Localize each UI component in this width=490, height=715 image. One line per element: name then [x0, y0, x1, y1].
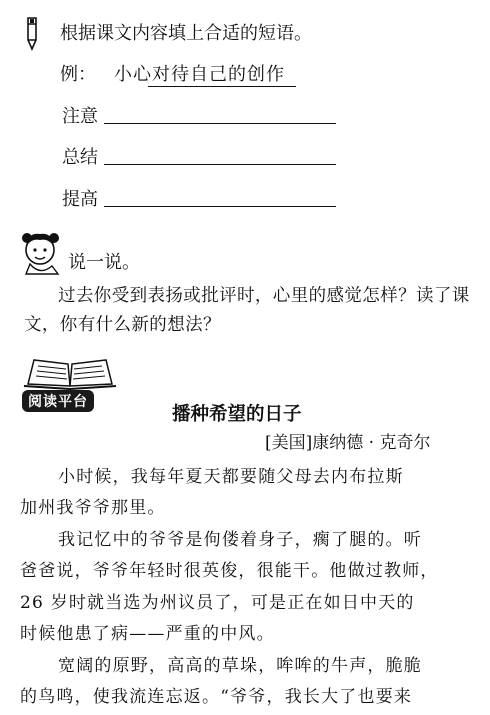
item-label-1: 注意: [62, 106, 98, 127]
question-line-1: 过去你受到表扬或批评时，心里的感觉怎样？读了课: [58, 286, 470, 306]
answer-blank-1[interactable]: [104, 123, 336, 124]
exercise-instruction: 根据课文内容填上合适的短语。: [60, 23, 312, 44]
example-underline: [148, 86, 296, 87]
example-answer: 小心对待自己的创作: [114, 64, 285, 85]
example-prefix: 例：: [60, 64, 96, 85]
open-book-icon: [20, 354, 120, 390]
reading-line-5: 26 岁时就当选为州议员了，可是正在如日中天的: [20, 593, 415, 613]
reading-line-1: 小时候，我每年夏天都要随父母去内布拉斯: [58, 467, 404, 487]
answer-blank-2[interactable]: [104, 164, 336, 165]
reading-line-6: 时候他患了病——严重的中风。: [20, 624, 275, 644]
reading-title: 播种希望的日子: [172, 404, 302, 425]
reading-line-8: 的鸟鸣，使我流连忘返。“爷爷，我长大了也要来: [20, 687, 413, 707]
reading-line-3: 我记忆中的爷爷是佝偻着身子，瘸了腿的。听: [58, 530, 422, 550]
reading-line-7: 宽阔的原野，高高的草垛，哞哞的牛声，脆脆: [58, 656, 422, 676]
reading-line-4: 爸爸说，爷爷年轻时很英俊，很能干。他做过教师，: [20, 561, 439, 581]
item-label-3: 提高: [62, 189, 98, 210]
reading-badge: 阅读平台: [22, 390, 94, 412]
speak-label: 说一说。: [68, 252, 140, 273]
girl-speaking-icon: [18, 228, 66, 278]
reading-author: [美国]康纳德 · 克奇尔: [265, 433, 431, 453]
item-label-2: 总结: [62, 147, 98, 168]
answer-blank-3[interactable]: [104, 206, 336, 207]
pencil-icon: [22, 16, 44, 52]
reading-line-2: 加州我爷爷那里。: [20, 498, 166, 518]
question-line-2: 文，你有什么新的想法？: [24, 315, 221, 335]
